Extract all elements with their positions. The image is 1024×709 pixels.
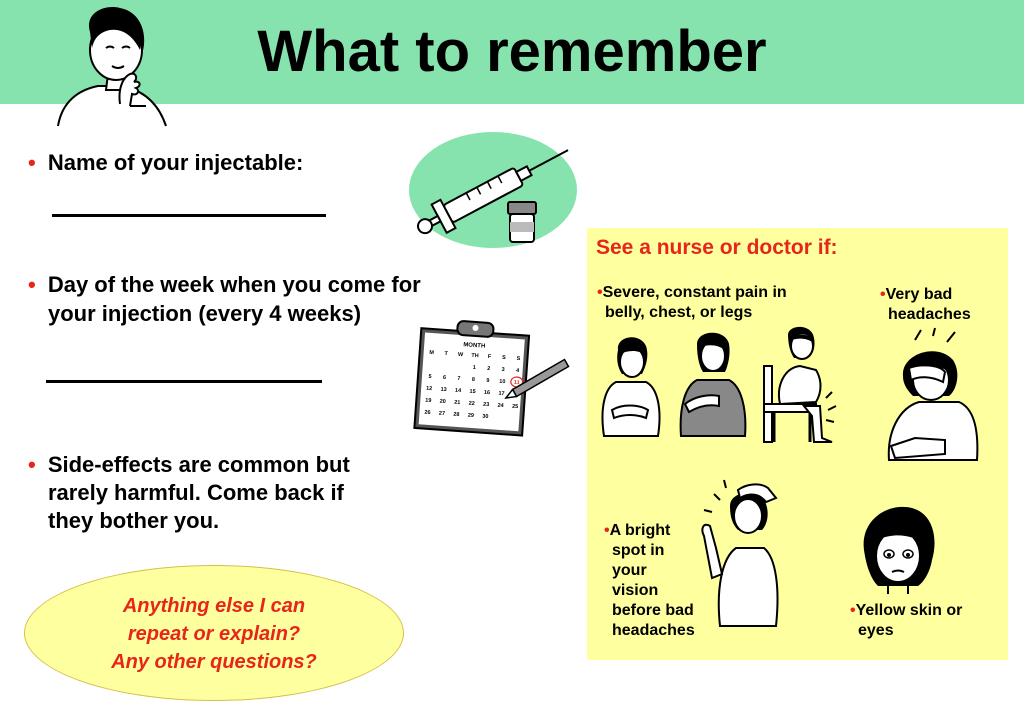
warning-text: spot in (612, 542, 665, 559)
thinking-woman-icon (50, 2, 180, 128)
calendar-date: 27 (438, 410, 446, 418)
calendar-day-header: S (501, 354, 507, 362)
warning-text: your (612, 562, 647, 579)
calendar-date: 22 (468, 400, 475, 408)
calendar-date: 17 (498, 390, 505, 398)
belly-pain-icon (598, 330, 664, 438)
calendar-date: 25 (511, 403, 519, 411)
warning-text: belly, chest, or legs (605, 304, 753, 321)
warning-text: Yellow skin or (855, 602, 963, 619)
calendar-date: 29 (467, 412, 475, 420)
injectable-name-blank (52, 214, 326, 217)
calendar-date: 28 (453, 411, 460, 419)
vision-spot-icon (690, 478, 800, 628)
warning-text: Very bad (885, 286, 953, 303)
headache-icon (885, 328, 981, 462)
bullet-text: rarely harmful. Come back if (48, 480, 344, 505)
bullet-injection-day (28, 270, 421, 328)
calendar-date: 4 (515, 367, 520, 375)
warning-item-vision (604, 521, 695, 641)
calendar-date: 19 (425, 397, 432, 405)
bullet-dot: • (850, 602, 856, 619)
calendar-day-header: TH (471, 352, 479, 360)
calendar-date: 7 (457, 375, 461, 383)
warning-text: A bright (609, 522, 671, 539)
calendar-date: 6 (442, 374, 447, 382)
calendar-date: 11 (513, 379, 520, 387)
calendar-date: 1 (472, 364, 476, 372)
page-title: What to remember (257, 19, 767, 84)
calendar-date: 26 (424, 409, 431, 417)
warning-item-yellow-skin (850, 601, 962, 641)
questions-line: repeat or explain? (127, 623, 301, 645)
calendar-day-header: M (429, 349, 435, 357)
bullet-text: Day of the week when you come for (47, 272, 421, 297)
questions-text (24, 592, 404, 676)
warning-text: Severe, constant pain in (602, 284, 787, 301)
warning-text: vision (612, 582, 659, 599)
bullet-text: they bother you. (48, 508, 220, 533)
calendar-date: 5 (428, 373, 432, 381)
calendar-day-header: S (516, 355, 521, 363)
chest-pain-icon (675, 326, 751, 438)
warning-item-pain (597, 283, 787, 323)
calendar-day-header: F (487, 353, 492, 361)
bullet-text: Side-effects are common but (47, 452, 350, 477)
calendar-date: 12 (425, 385, 433, 393)
bullet-dot: • (28, 272, 36, 297)
injection-day-blank (46, 380, 322, 383)
warning-text: eyes (858, 622, 894, 639)
panel-heading: See a nurse or doctor if: (596, 236, 838, 259)
yellow-skin-icon (858, 502, 938, 598)
bullet-dot: • (28, 452, 36, 477)
calendar-day-header: W (457, 351, 464, 359)
bullet-dot: • (604, 522, 610, 539)
calendar-date: 10 (499, 378, 506, 386)
calendar-date: 24 (497, 402, 504, 410)
calendar-date: 14 (454, 387, 462, 395)
bullet-side-effects (28, 451, 350, 535)
calendar-icon (414, 318, 574, 438)
warning-text: headaches (612, 622, 695, 639)
syringe-icon (408, 130, 578, 250)
questions-line: Anything else I can (122, 595, 306, 617)
warning-item-headaches (880, 285, 971, 325)
leg-pain-icon (760, 326, 842, 446)
calendar-date: 30 (482, 413, 489, 421)
calendar-date: 23 (482, 401, 490, 409)
bullet-text: your injection (every 4 weeks) (48, 301, 362, 326)
bullet-dot: • (28, 150, 36, 175)
questions-line: Any other questions? (111, 651, 317, 673)
warning-text: headaches (888, 306, 971, 323)
calendar-date: 9 (486, 377, 490, 385)
calendar-date: 15 (469, 388, 476, 396)
warning-text: before bad (612, 602, 694, 619)
calendar-date: 16 (483, 389, 491, 397)
calendar-month: MONTH (463, 342, 486, 350)
bullet-dot: • (880, 286, 886, 303)
calendar-date: 21 (453, 399, 461, 407)
calendar-day-header: T (444, 350, 448, 358)
calendar-date: 13 (440, 386, 447, 394)
calendar-date: 8 (471, 376, 476, 384)
bullet-injectable-name (28, 148, 303, 177)
calendar-date: 20 (439, 398, 447, 406)
bullet-dot: • (597, 284, 603, 301)
calendar-date: 2 (486, 365, 491, 373)
calendar-date: 3 (501, 366, 505, 374)
bullet-text: Name of your injectable: (47, 150, 304, 175)
